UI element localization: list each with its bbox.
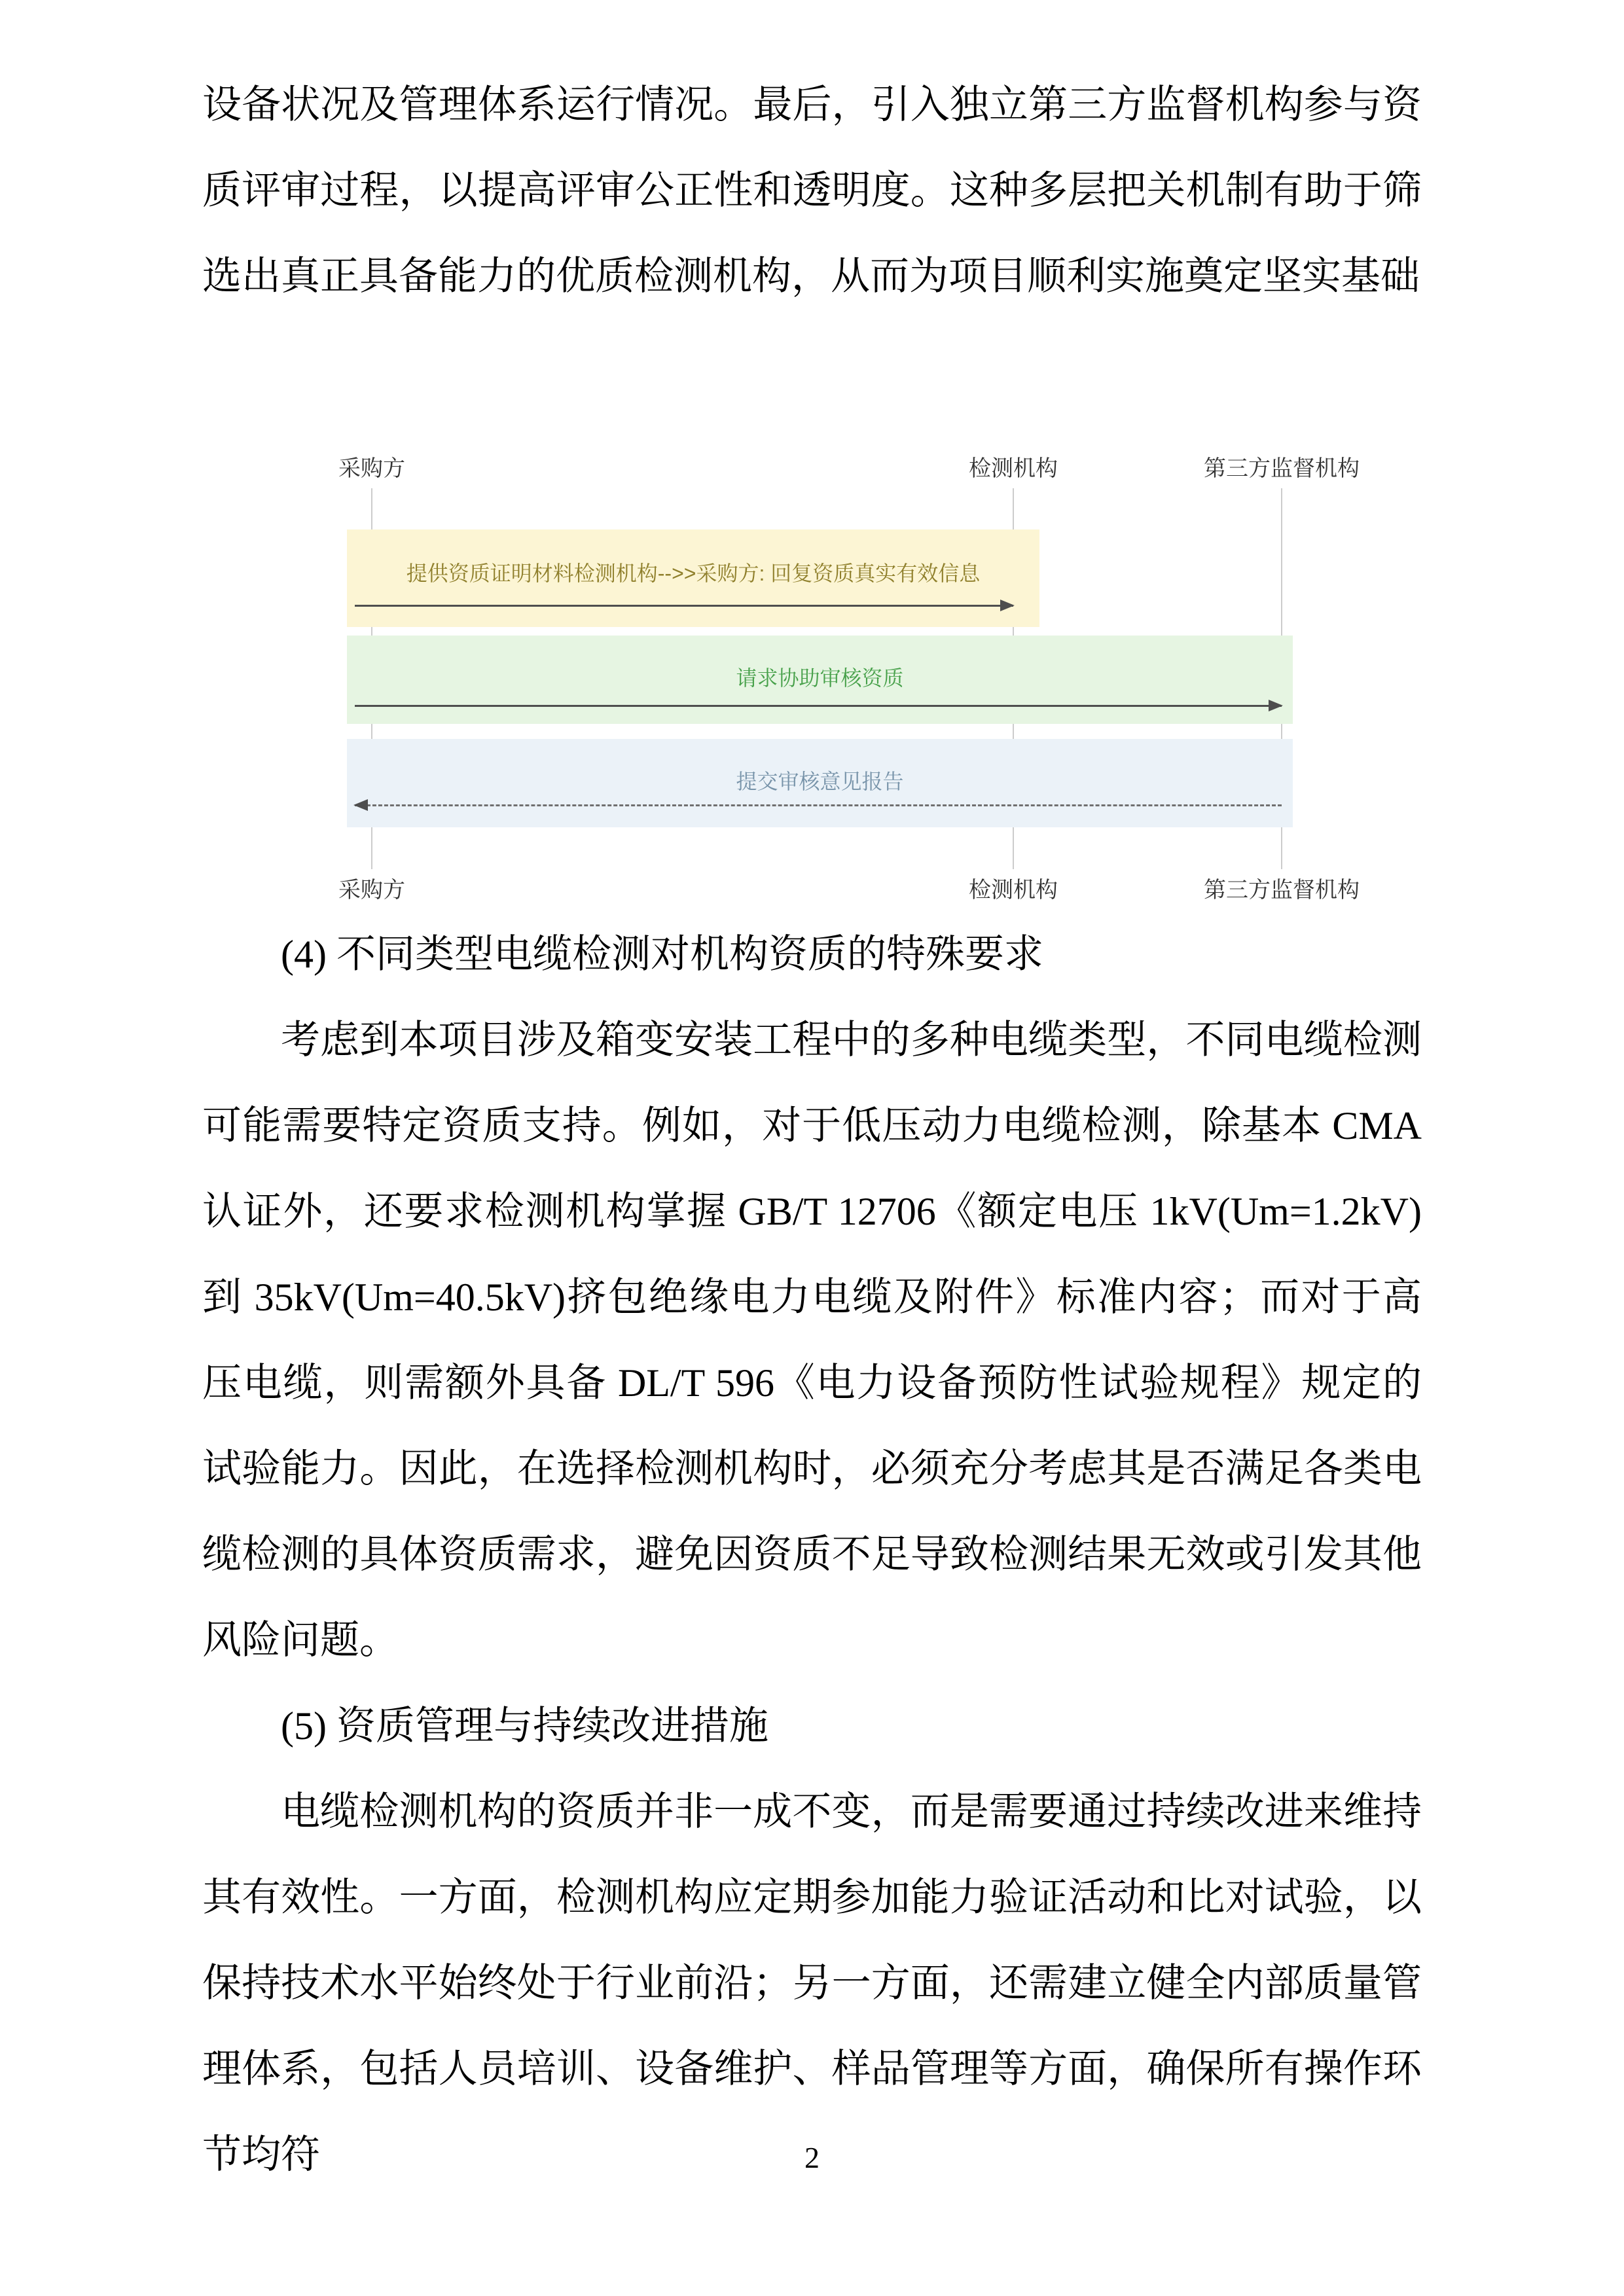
actor-label-testing-agency-top: 检测机构 (969, 456, 1058, 481)
solid-arrow-right-icon (355, 605, 1013, 607)
sequence-diagram (202, 444, 1422, 912)
message-label-1: 提供资质证明材料检测机构-->>采购方: 回复资质真实有效信息 (406, 562, 981, 585)
solid-arrow-right-icon (355, 705, 1282, 707)
paragraph-section-5: 电缆检测机构的资质并非一成不变，而是需要通过持续改进来维持其有效性。一方面，检测机构应定期参加能力验证活动和比对试验，以保持技术水平始终处于行业前沿；另一方面，还需建立健全内部质量管理体系，包括人员培训、设备维护、样品管理等方面，确保所有操作环节均符 (202, 1790, 1422, 2176)
heading-section-4: (4) 不同类型电缆检测对机构资质的特殊要求 (281, 933, 1043, 976)
actor-label-testing-agency-bottom: 检测机构 (969, 878, 1058, 903)
paragraph-continuation: 设备状况及管理体系运行情况。最后，引入独立第三方监督机构参与资质评审过程，以提高评审公正性和透明度。这种多层把关机制有助于筛选出真正具备能力的优质检测机构，从而为项目顺利实施奠定坚实基础 (202, 83, 1422, 298)
message-band-2 (347, 636, 1293, 724)
message-label-3: 提交审核意见报告 (736, 770, 904, 793)
message-label-2: 请求协助审核资质 (736, 666, 904, 690)
actor-label-third-party-top: 第三方监督机构 (1204, 456, 1360, 481)
message-band-1 (347, 529, 1039, 627)
message-band-3 (347, 739, 1293, 827)
actor-label-third-party-bottom: 第三方监督机构 (1204, 878, 1360, 903)
actor-label-purchaser-bottom: 采购方 (338, 878, 405, 903)
page-number: 2 (804, 2141, 820, 2174)
heading-section-5: (5) 资质管理与持续改进措施 (281, 1704, 768, 1748)
paragraph-section-4: 考虑到本项目涉及箱变安装工程中的多种电缆类型，不同电缆检测可能需要特定资质支持。例如，对于低压动力电缆检测，除基本 CMA 认证外，还要求检测机构掌握 GB/T 12706《额定电压 1kV(Um=1.2kV)到 35kV(Um=40.5kV)挤包绝缘电力电缆及附件》标准内容；而对于高压电缆，则需额外具备 DL/T 596《电力设备预防性试验规程》规定的试验能力。因此，在选择检测机构时，必须充分考虑其是否满足各类电缆检测的具体资质需求，避免因资质不足导致检测结果无效或引发其他风险问题。 (202, 1018, 1422, 1662)
dashed-arrow-left-icon (355, 804, 1282, 806)
actor-label-purchaser-top: 采购方 (338, 456, 405, 481)
